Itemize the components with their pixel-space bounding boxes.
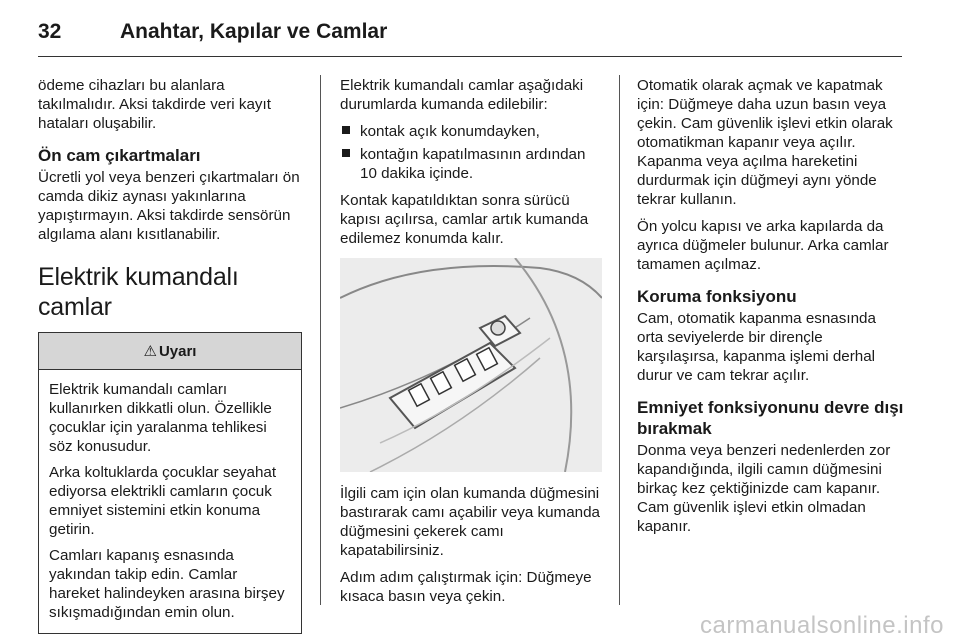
auto-mode-text: Otomatik olarak açmak ve kapatmak için: Düğmeye daha uzun basın veya çekin. Cam güvenlik işlevi etkin olarak otomatikman kapanır veya açılır. Kapanma veya açılma hareketini durdurmak için düğmeyi aynı yönde tekrar kullanın. — [637, 77, 893, 208]
warning-paragraph: Camları kapanış esnasında yakından takip edin. Camlar hareket halindeyken arasına birşey sıkışmadığından emin olun. — [49, 547, 285, 621]
window-switch-panel-illustration — [340, 258, 602, 472]
windscreen-stickers-heading: Ön cam çıkartmaları — [38, 146, 201, 165]
column-middle — [340, 76, 606, 614]
warning-box — [38, 332, 302, 634]
override-heading: Emniyet fonksiyonunu devre dışı bırakmak — [637, 398, 904, 438]
watermark: carmanualsonline.info — [700, 612, 944, 639]
column-divider — [619, 75, 620, 605]
column-right — [637, 76, 905, 544]
intro-paragraph: ödeme cihazları bu alanlara takılmalıdır. Aksi takdirde veri kayıt hataları oluşabilir. — [38, 77, 271, 132]
warning-paragraph: Elektrik kumandalı camları kullanırken dikkatli olun. Özellikle çocuklar için yaralanma tehlikesi söz konusudur. — [49, 381, 272, 455]
warning-body — [39, 370, 301, 633]
warning-paragraph: Arka koltuklarda çocuklar seyahat ediyorsa elektrikli camların çocuk emniyet sistemini etkin konuma getirin. — [49, 464, 277, 538]
operation-intro: Elektrik kumandalı camlar aşağıdaki durumlarda kumanda edilebilir: — [340, 77, 584, 113]
column-divider — [320, 75, 321, 605]
warning-triangle-icon: ⚠ — [143, 342, 157, 360]
protection-text: Cam, otomatik kapanma esnasında orta seviyelerde bir dirençle karşılaşırsa, kapanma işlemi derhal durur ve cam tekrar açılır. — [637, 310, 876, 384]
list-item: kontak açık konumdayken, — [340, 122, 606, 141]
column-left — [38, 76, 304, 634]
chapter-title: Anahtar, Kapılar ve Camlar — [120, 20, 388, 43]
override-text: Donma veya benzeri nedenlerden zor kapandığında, ilgili camın düğmesini birkaç kez çektiğinizde cam kapanır. Cam güvenlik işlevi etkin olmadan kapanır. — [637, 442, 891, 535]
windscreen-stickers-text: Ücretli yol veya benzeri çıkartmaları ön camda dikiz aynası yakınlarına yapıştırmayın. Aksi takdirde sensörün algılama alanı kısıtlanabilir. — [38, 169, 300, 243]
section-title: Elektrik kumandalı camlar — [38, 263, 239, 321]
open-close-text: İlgili cam için olan kumanda düğmesini bastırarak camı açabilir veya kumanda düğmesini çekerek camı kapatabilirsiniz. — [340, 485, 600, 559]
warning-header — [39, 333, 301, 370]
bullet-square-icon — [342, 149, 350, 157]
protection-heading: Koruma fonksiyonu — [637, 287, 797, 306]
conditions-list — [340, 122, 606, 183]
page-header — [38, 16, 902, 56]
warning-title: Uyarı — [158, 342, 197, 360]
header-rule — [38, 56, 902, 57]
door-open-note: Kontak kapatıldıktan sonra sürücü kapısı açılırsa, camlar artık kumanda edilemez konumda kalır. — [340, 192, 589, 247]
list-item: kontağın kapatılmasının ardından 10 dakika içinde. — [340, 145, 606, 183]
step-mode-text: Adım adım çalıştırmak için: Düğmeye kısaca basın veya çekin. — [340, 569, 592, 605]
other-doors-text: Ön yolcu kapısı ve arka kapılarda da ayrıca düğmeler bulunur. Arka camlar tamamen açılmaz. — [637, 218, 889, 273]
bullet-square-icon — [342, 126, 350, 134]
page-number: 32 — [38, 20, 62, 43]
